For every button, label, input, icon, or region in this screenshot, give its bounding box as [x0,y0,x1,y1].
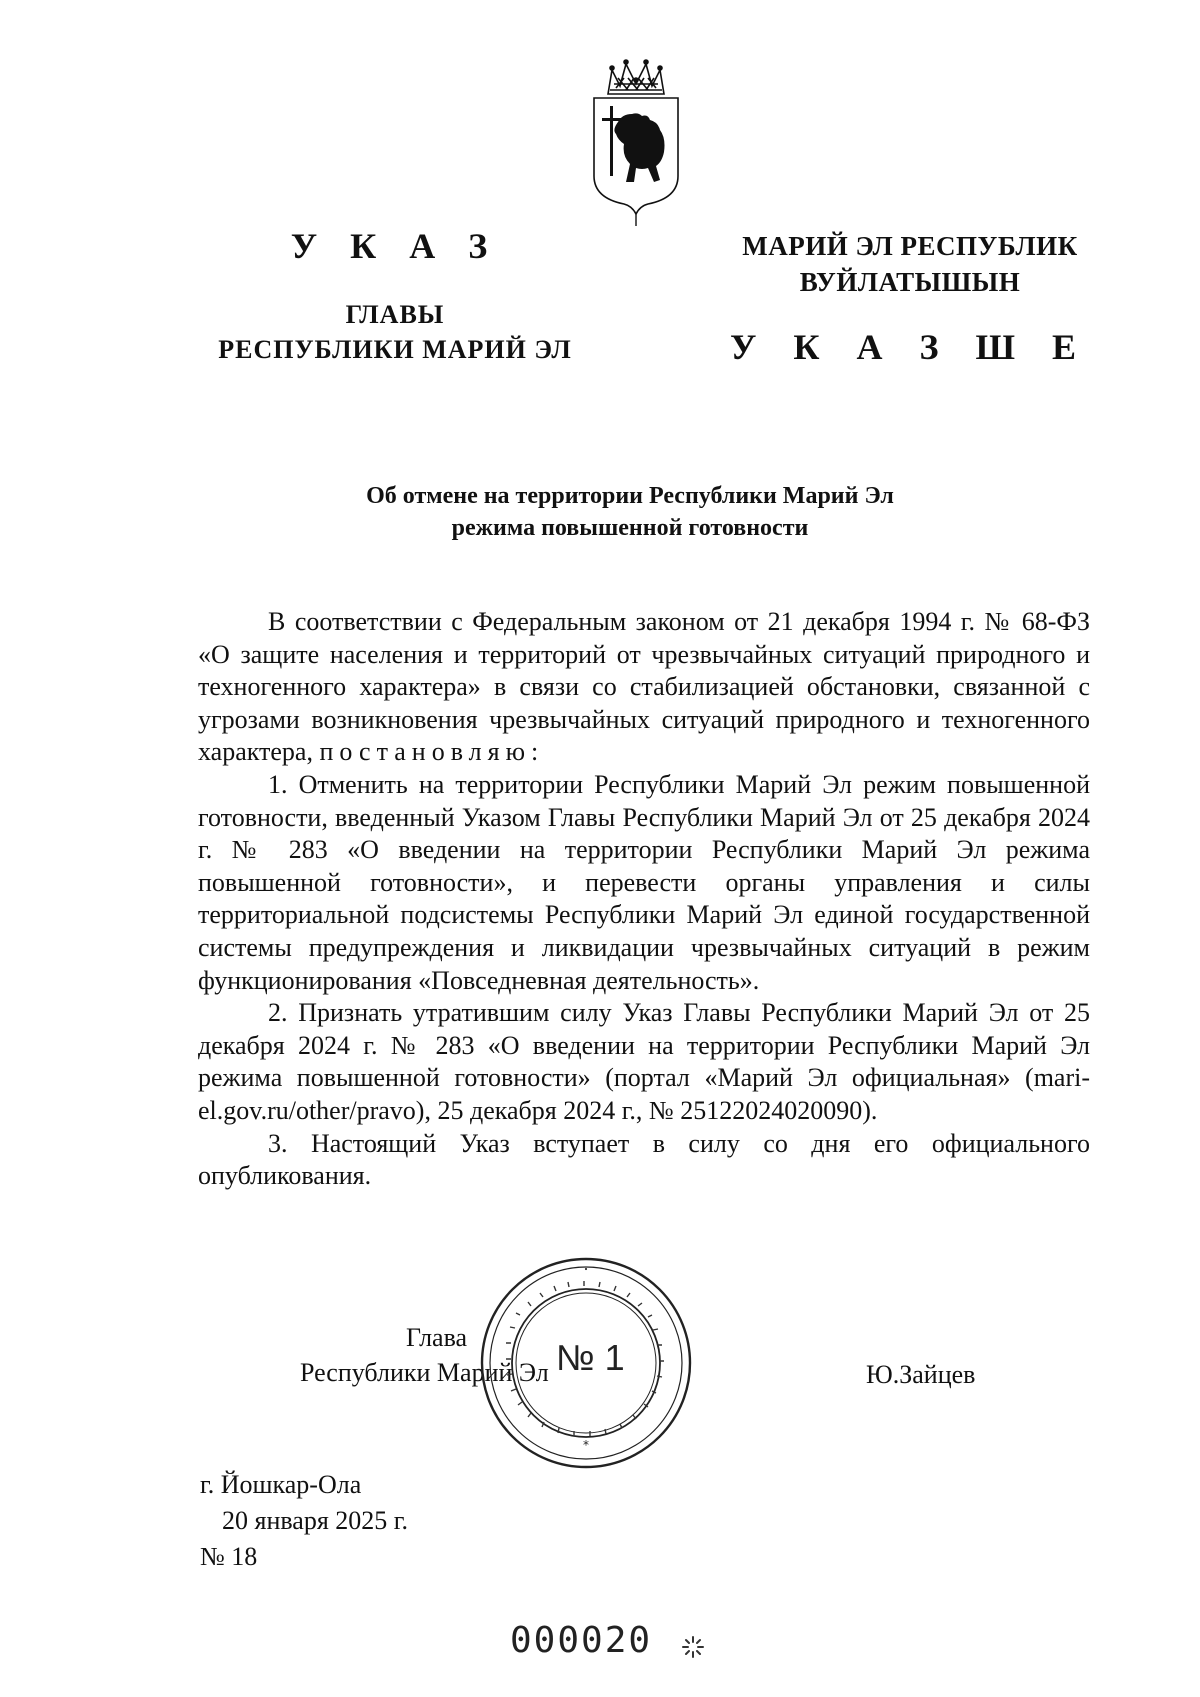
resolve-word: постановляю: [319,737,545,767]
issue-city: г. Йошкар-Ола [200,1470,362,1499]
signatory-title-line-2: Республики Марий Эл [300,1358,549,1387]
decree-number: № 18 [200,1542,258,1571]
issuer-line-2: РЕСПУБЛИКИ МАРИЙ ЭЛ [218,335,572,364]
preamble-paragraph [198,606,1090,769]
signatory-name: Ю.Зайцев [866,1360,976,1389]
issue-details [200,1467,408,1575]
mari-decree-heading: У К А З Ш Е [729,327,1091,367]
document-title-line-2: режима повышенной готовности [451,515,809,541]
decree-heading: У К А З [290,226,500,266]
issue-date: 20 января 2025 г. [222,1506,409,1535]
preamble-text: В соответствии с Федеральным законом от 21 декабря 1994 г. № 68-ФЗ «О защите населения и территорий от чрезвычайных ситуаций природного и техногенного характера» в связи со стабилизацией обстановки, связанной с угрозами возникновения чрезвычайных ситуаций природного и техногенного характера, [198,607,1090,767]
issuer-line-1: ГЛАВЫ [345,300,445,329]
clause-1: 1. Отменить на территории Республики Марий Эл режим повышенной готовности, введенный Указом Главы Республики Марий Эл от 25 декабря 2024 г. № 283 «О введении на территории Республики Марий Эл режима повышенной готовности», и перевести органы управления и силы территориальной подсистемы Республики Марий Эл единой государственной системы предупреждения и ликвидации чрезвычайных ситуаций в режим функционирования «Повседневная деятельность». [198,769,1090,995]
stamp-number: № 1 [556,1337,625,1378]
mari-issuer [690,228,1130,300]
signatory-title-line-1: Глава [406,1323,468,1352]
mari-issuer-line-2: ВУЙЛАТЫШЫН [799,267,1021,297]
document-title-line-1: Об отмене на территории Республики Марий Эл [366,483,894,509]
decree-body [198,606,1090,1193]
clause-3: 3. Настоящий Указ вступает в силу со дня его официального опубликования. [198,1128,1090,1191]
sparkle-mark-icon [680,1634,706,1660]
svg-text:*: * [583,1438,589,1452]
clause-2: 2. Признать утратившим силу Указ Главы Республики Марий Эл от 25 декабря 2024 г. № 283 «О введении на территории Республики Марий Эл режима повышенной готовности» (портал «Марий Эл официальная» (mari-el.gov.ru/other/pravo), 25 декабря 2024 г., № 25122024020090). [198,998,1090,1125]
mari-issuer-line-1: МАРИЙ ЭЛ РЕСПУБЛИК [742,231,1078,261]
coat-of-arms-icon [588,56,684,232]
serial-number: 000020 [510,1620,653,1661]
document-title [200,480,1060,544]
